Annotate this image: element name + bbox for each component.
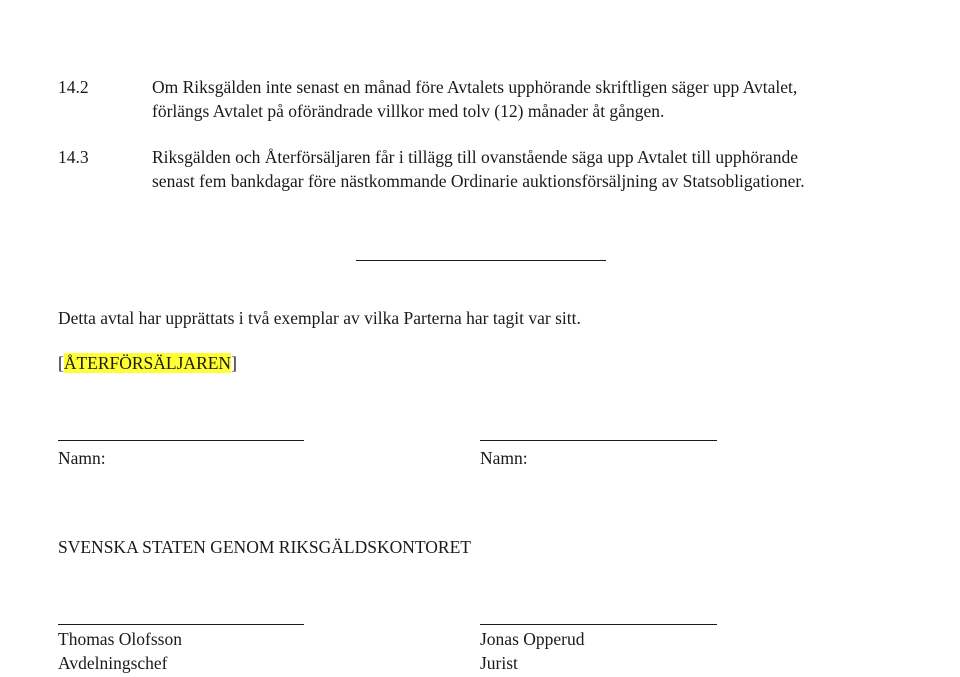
clause-number-14-3: 14.3 xyxy=(58,147,89,167)
reseller-name xyxy=(58,352,237,374)
reseller-bracket-close: ] xyxy=(231,353,237,373)
reseller-placeholder: ÅTERFÖRSÄLJAREN xyxy=(63,353,232,373)
clause-number-14-2: 14.2 xyxy=(58,77,89,97)
state-heading: SVENSKA STATEN GENOM RIKSGÄLDSKONTORET xyxy=(58,537,471,557)
section-divider xyxy=(356,260,606,261)
closing-statement: Detta avtal har upprättats i två exemplar av vilka Parterna har tagit var sitt. xyxy=(58,308,581,328)
signatory-title-left: Avdelningschef xyxy=(58,653,168,673)
clause-14-3-line-2: senast fem bankdagar före nästkommande Ordinarie auktionsförsäljning av Statsobligationer. xyxy=(152,171,805,191)
state-signature-line-right xyxy=(480,624,717,625)
clause-14-2-line-1: Om Riksgälden inte senast en månad före Avtalets upphörande skriftligen säger upp Avtalet, xyxy=(152,77,798,97)
reseller-name-label-right: Namn: xyxy=(480,448,528,468)
state-signature-line-left xyxy=(58,624,304,625)
signatory-name-left: Thomas Olofsson xyxy=(58,629,182,649)
clause-14-3-line-1: Riksgälden och Återförsäljaren får i tillägg till ovanstående säga upp Avtalet till upphörande xyxy=(152,147,799,167)
signatory-title-right: Jurist xyxy=(480,653,518,673)
reseller-signature-line-left xyxy=(58,440,304,441)
signatory-name-right: Jonas Opperud xyxy=(480,629,585,649)
clause-14-2-line-2: förlängs Avtalet på oförändrade villkor med tolv (12) månader åt gången. xyxy=(152,101,665,121)
reseller-signature-line-right xyxy=(480,440,717,441)
reseller-bracket-open: [ xyxy=(58,353,64,373)
reseller-name-label-left: Namn: xyxy=(58,448,106,468)
